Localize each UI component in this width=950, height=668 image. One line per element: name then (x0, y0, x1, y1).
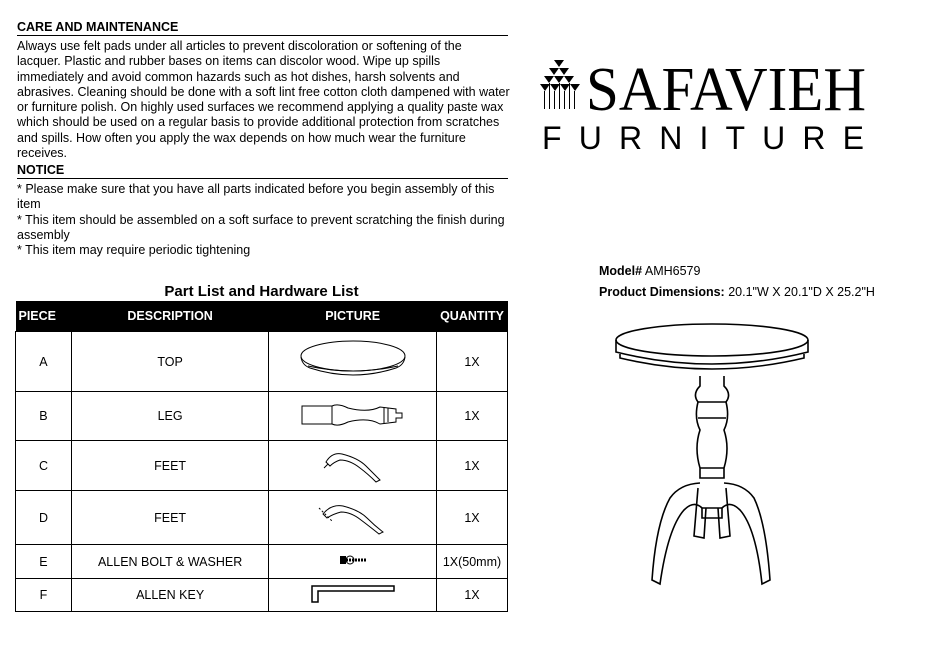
dimensions-line (599, 285, 875, 299)
care-line: or furniture polish. On highly used surfaces we recommend applying a quality paste wax (17, 100, 504, 115)
leg-icon (269, 392, 437, 441)
table-row (16, 491, 508, 545)
notice-text (17, 182, 512, 258)
care-line: which should be used on a regular basis to provide additional protection from scratches (17, 115, 500, 130)
model-line (599, 264, 700, 278)
piece: A (16, 332, 72, 392)
description: FEET (71, 441, 268, 491)
bolt-icon (269, 545, 437, 579)
parts-title: Part List and Hardware List (164, 283, 359, 300)
allen-key-icon (269, 579, 437, 612)
header-piece: PIECE (16, 301, 72, 332)
logo-mark-icon (540, 60, 580, 109)
dimensions-label: Product Dimensions: (599, 285, 725, 299)
piece: D (16, 491, 72, 545)
quantity: 1X (437, 441, 508, 491)
care-line: abrasives. Cleaning should be done with a soft lint free cotton cloth dampened with water (17, 84, 510, 99)
table-row (16, 545, 508, 579)
header-description: DESCRIPTION (71, 301, 268, 332)
quantity: 1X (437, 491, 508, 545)
care-line: and spills. How often you apply the wax depends on how much wear the furniture (17, 130, 466, 145)
notice-heading: NOTICE (17, 163, 508, 179)
piece: F (16, 579, 72, 612)
notice-line: * This item may require periodic tightening (17, 243, 251, 258)
care-line: receives. (17, 146, 68, 161)
table-illustration (610, 318, 810, 598)
dimensions-value: 20.1"W X 20.1"D X 25.2"H (728, 285, 875, 299)
care-heading: CARE AND MAINTENANCE (17, 20, 508, 36)
piece: B (16, 392, 72, 441)
header-quantity: QUANTITY (437, 301, 508, 332)
care-line: lacquer. Plastic and rubber bases on items can discolor wood. Wipe up spills (17, 54, 441, 69)
table-row (16, 332, 508, 392)
tabletop-icon (269, 332, 437, 392)
description: LEG (71, 392, 268, 441)
table-header (16, 301, 508, 332)
description: FEET (71, 491, 268, 545)
model-value: AMH6579 (644, 264, 701, 278)
table-row (16, 441, 508, 491)
care-line: Always use felt pads under all articles to prevent discoloration or softening of the (17, 39, 462, 53)
table-row (16, 392, 508, 441)
care-text (17, 39, 512, 161)
quantity: 1X (437, 579, 508, 612)
model-label: Model# (599, 264, 643, 278)
care-line: immediately and avoid common hazards such as hot dishes, harsh solvents and (17, 69, 460, 84)
foot-icon (269, 441, 437, 491)
piece: C (16, 441, 72, 491)
svg-text:FURNITURE: FURNITURE (542, 120, 864, 155)
notice-line: item (17, 197, 41, 212)
piece: E (16, 545, 72, 579)
notice-line: * This item should be assembled on a soft surface to prevent scratching the finish during (17, 212, 505, 227)
foot-icon (269, 491, 437, 545)
svg-text:SAFAVIEH: SAFAVIEH (586, 56, 866, 124)
notice-line: assembly (17, 227, 70, 242)
header-picture: PICTURE (269, 301, 437, 332)
quantity: 1X(50mm) (437, 545, 508, 579)
quantity: 1X (437, 332, 508, 392)
description: ALLEN BOLT & WASHER (71, 545, 268, 579)
notice-line: * Please make sure that you have all parts indicated before you begin assembly of this (17, 182, 495, 196)
quantity: 1X (437, 392, 508, 441)
safavieh-logo (540, 55, 870, 160)
table-row (16, 579, 508, 612)
description: ALLEN KEY (71, 579, 268, 612)
description: TOP (71, 332, 268, 392)
parts-table (15, 301, 508, 612)
